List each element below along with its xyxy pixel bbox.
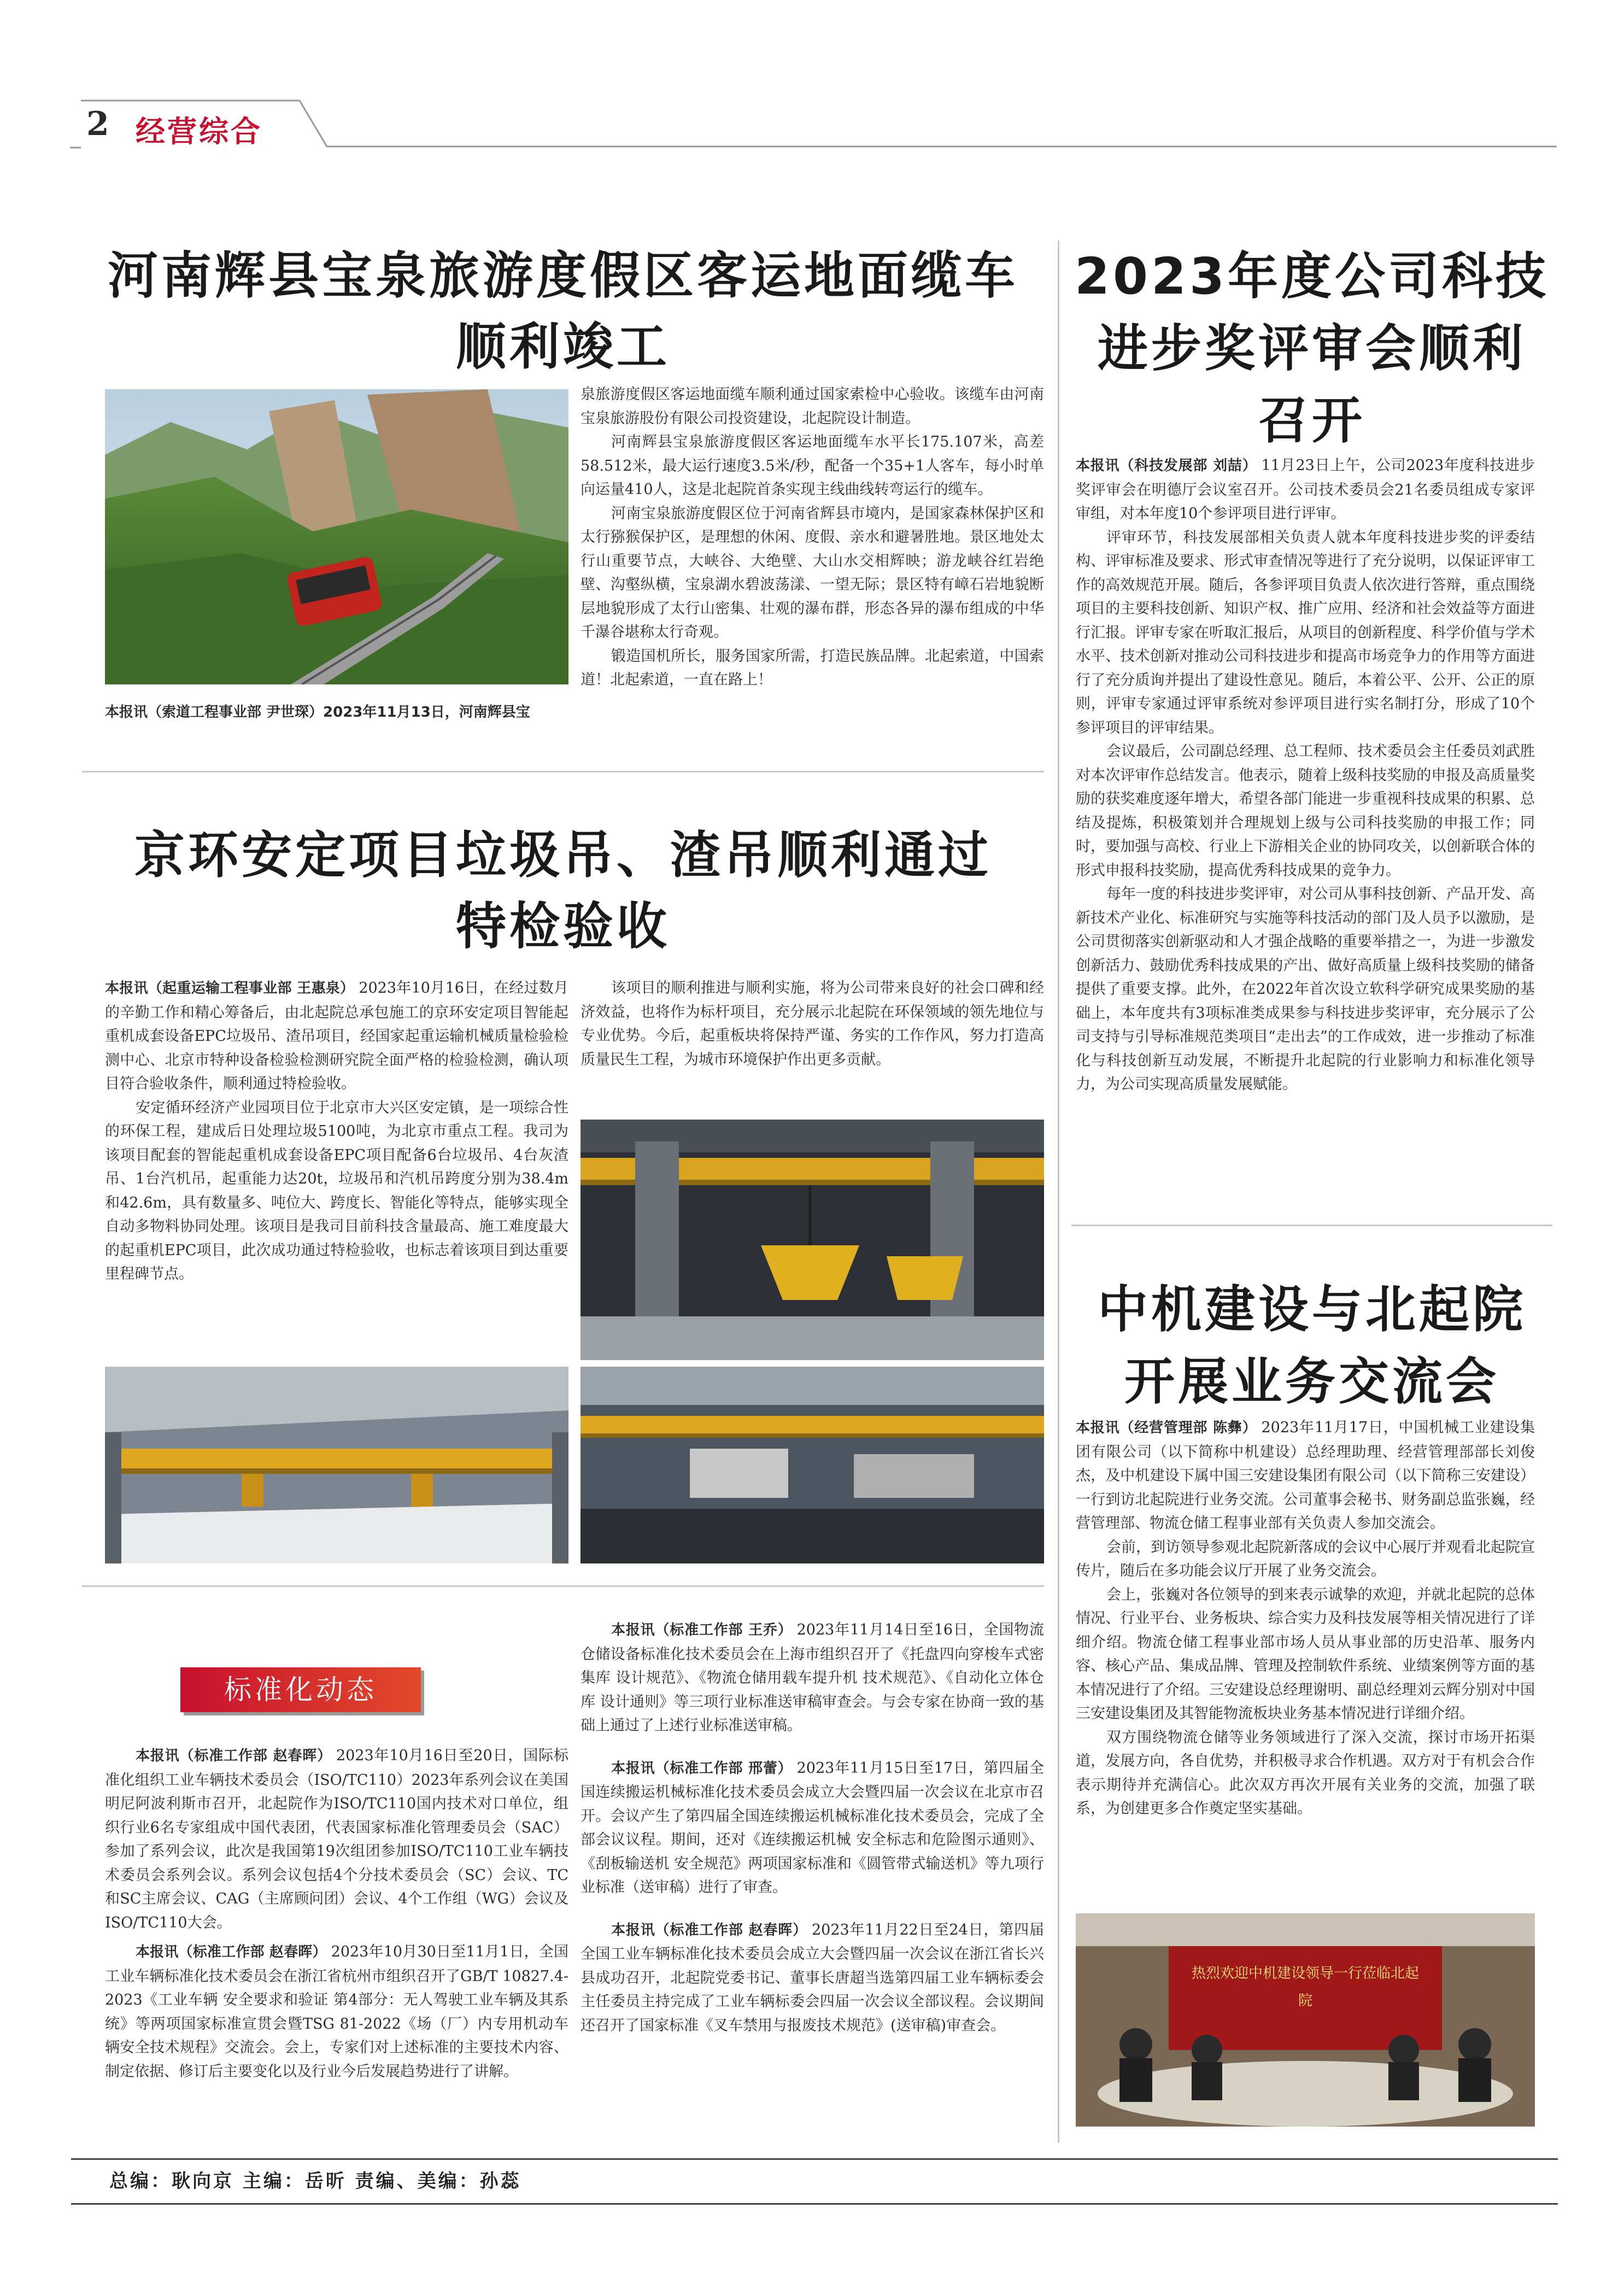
article4-p4: 双方围绕物流仓储等业务领域进行了深入交流，探讨市场开拓渠道，发展方向，各自优势，并积极寻求合作机遇。双方对于有机会合作表示期待并充满信心。此次双方再次开展有关业务的交流，加强了联系，为创建更多合作奠定坚实基础。 — [1076, 1729, 1535, 1817]
article3-byline: 本报讯（起重运输工程事业部 王惠泉） — [105, 980, 355, 997]
article2-p2: 评审环节，科技发展部相关负责人就本年度科技进步奖的评委结构、评审标准及要求、形式审查情况等进行了充分说明，以保证评审工作的高效规范开展。随后，各参评项目负责人依次进行答辩，重点围绕项目的主要科技创新、知识产权、推广应用、经济和社会效益等方面进行汇报。评审专家在听取汇报后，从项目的创新程度、科学价值与学术水平、技术创新对推动公司科技进步和提高市场竞争力的作用等方面进行了充分质询并提出了建设性意见。随后，本着公平、公开、公正的原则，评审专家通过评审系统对参评项目进行实名制打分，形成了10个参评项目的评审结果。 — [1076, 529, 1535, 736]
mountain-photo — [105, 389, 568, 684]
standards-item-2 — [105, 1940, 568, 2083]
article1-p2: 河南辉县宝泉旅游度假区客运地面缆车水平长175.107米，高差58.512米，最大运行速度3.5米/秒，配备一个35+1人客车，每小时单向运量410人，这是北起院首条实现主线曲线转弯运行的缆车。 — [581, 434, 1044, 498]
standards-item-5-text: 2023年11月22日至24日，第四届全国工业车辆标准化技术委员会成立大会暨四届一次会议在浙江省长兴县成功召开，北起院党委书记、董事长唐超当选第四届工业车辆标委会主任委员主持完成了工业车辆标委会四届一次会议全部议程。会议期间还召开了国家标准《叉车禁用与报废技术规范》(送审稿)审查会。 — [581, 1921, 1044, 2034]
article1-p4: 锻造国机所长，服务国家所需，打造民族品牌。北起索道，中国索道！北起索道，一直在路上！ — [581, 647, 1044, 688]
standards-item-3-text: 2023年11月14日至16日，全国物流仓储设备标准化技术委员会在上海市组织召开了《托盘四向穿梭车式密集库 设计规范》、《物流仓储用载车提升机 技术规范》、《自动化立体仓库 设计通则》等三项行业标准送审稿审查会。与会专家在协商一致的基础上通过了上述行业标准送审稿。 — [581, 1621, 1044, 1734]
article2-title — [1071, 241, 1552, 457]
standards-item-5 — [581, 1918, 1044, 2038]
article2-title-line1: 2023年度公司科技 — [1074, 247, 1550, 306]
article1-caption: 本报讯（索道工程事业部 尹世琛）2023年11月13日，河南辉县宝 — [105, 704, 530, 721]
article3-p1 — [105, 976, 568, 1096]
meeting-banner-text: 热烈欢迎中机建设领导一行莅临北起院 — [1191, 1965, 1419, 2009]
article4-p1 — [1076, 1416, 1535, 1536]
article4-title-line1: 中机建设与北起院 — [1097, 1280, 1526, 1339]
article3-body-left — [105, 976, 568, 1286]
meeting-photo — [1076, 1913, 1535, 2127]
footer-rule-bottom — [71, 2203, 1558, 2205]
crane-photo-bay — [581, 1367, 1044, 1563]
article4-p2: 会前，到访领导参观北起院新落成的会议中心展厅并观看北起院宣传片，随后在多功能会议厅开展了业务交流会。 — [1076, 1538, 1535, 1579]
standards-item-1 — [105, 1744, 568, 1935]
standards-item-4 — [581, 1756, 1044, 1900]
article4-title-line2: 开展业务交流会 — [1124, 1352, 1499, 1411]
article1-body — [581, 383, 1044, 692]
standards-item-2-text: 2023年10月30日至11月1日，全国工业车辆标准化技术委员会在浙江省杭州市组织召开了GB/T 10827.4-2023《工业车辆 安全要求和验证 第4部分：无人驾驶工业车辆及其系统》等两项国家标准宣贯会暨TSG 81-2022《场（厂）内专用机动车辆安全技术规程》交流会。会上，专家们对上述标准的主要技术内容、制定依据、修订后主要变化以及行业今后发展趋势进行了讲解。 — [105, 1943, 568, 2080]
standards-item-3-byline: 本报讯（标准工作部 王乔） — [611, 1622, 793, 1638]
crane-photo-hall — [105, 1367, 568, 1563]
divider-article3 — [82, 1585, 1044, 1587]
article4-title — [1071, 1274, 1552, 1418]
standards-right-col — [581, 1618, 1044, 2037]
crane-photo-grab — [581, 1120, 1044, 1360]
article4-p3: 会上，张巍对各位领导的到来表示诚挚的欢迎，并就北起院的总体情况、行业平台、业务板块、综合实力及科技发展等相关情况进行了详细介绍。物流仓储工程事业部市场人员从事业部的历史沿革、服务内容、核心产品、集成品牌、管理及控制软件系统、业绩案例等方面的基本情况进行了介绍。三安建设总经理谢明、副总经理刘云辉分别对中国三安建设集团及其智能物流板块业务基本情况进行详细介绍。 — [1076, 1586, 1535, 1722]
standards-item-1-byline: 本报讯（标准工作部 赵春晖） — [136, 1748, 332, 1764]
footer-rule-top — [71, 2158, 1558, 2160]
standards-item-2-byline: 本报讯（标准工作部 赵春晖） — [136, 1944, 327, 1960]
article2-p3: 会议最后，公司副总经理、总工程师、技术委员会主任委员刘武胜对本次评审作总结发言。他表示，随着上级科技奖励的申报及高质量奖励的获奖难度逐年增大，希望各部门能进一步重视科技成果的积累、总结及提炼，积极策划并合理规划上级与公司科技奖励的申报工作；同时，要加强与高校、行业上下游相关企业的协同攻关，以创新联合体的形式申报科技奖励，提高优秀科技成果的竞争力。 — [1076, 743, 1535, 879]
article3-title-line1: 京环安定项目垃圾吊、渣吊顺利通过 — [134, 826, 992, 885]
article2-p4: 每年一度的科技进步奖评审，对公司从事科技创新、产品开发、高新技术产业化、标准研究与实施等科技活动的部门及人员予以激励，是公司贯彻落实创新驱动和人才强企战略的重要举措之一，为进一步激发创新活力、鼓励优秀科技成果的产出、做好高质量上级科技奖励的储备提供了重要支撑。此外，在2022年首次设立软科学研究成果奖励的基础上，本年度共有3项标准类成果参与科技进步奖评审，充分展示了公司支持与引导标准规范类项目“走出去”的工作成效，进一步推动了标准化与科技创新互动发展，不断提升北起院的行业影响力和标准化领导力，为公司实现高质量发展赋能。 — [1076, 886, 1535, 1093]
article3-p2: 安定循环经济产业园项目位于北京市大兴区安定镇，是一项综合性的环保工程，建成后日处理垃圾5100吨，为北京市重点工程。我司为该项目配套的智能起重机成套设备EPC项目配备6台垃圾吊、4台灰渣吊、1台汽机吊，起重能力达20t，垃圾吊和汽机吊跨度分别为38.4m和42.6m，具有数量多、吨位大、跨度长、智能化等特点，能够实现全自动多物料协同处理。该项目是我司目前科技含量最高、施工难度最大的起重机EPC项目，此次成功通过特检验收，也标志着该项目到达重要里程碑节点。 — [105, 1099, 568, 1282]
article3-p3: 该项目的顺利推进与顺利实施，将为公司带来良好的社会口碑和经济效益，也将作为标杆项目，充分展示北起院在环保领域的领先地位与专业优势。今后，起重板块将保持严谨、务实的工作作风，努力打造高质量民生工程，为城市环境保护作出更多贡献。 — [581, 980, 1044, 1068]
article2-title-line3: 召开 — [1258, 391, 1365, 450]
article3-body-right — [581, 976, 1044, 1071]
article1-title-line1: 河南辉县宝泉旅游度假区客运地面缆车 — [107, 247, 1018, 305]
article3-title-line2: 特检验收 — [455, 897, 670, 956]
article4-body — [1076, 1416, 1535, 1821]
section-title: 经营综合 — [136, 114, 262, 149]
standards-left-col — [105, 1744, 568, 2083]
article1-title — [82, 241, 1044, 383]
page-number: 2 — [86, 105, 109, 143]
standards-item-4-byline: 本报讯（标准工作部 邢蕾） — [611, 1760, 793, 1777]
article2-p1 — [1076, 454, 1535, 526]
header-rule — [70, 97, 1557, 152]
article3-p1-text: 2023年10月16日，在经过数月的辛勤工作和精心筹备后，由北起院总承包施工的京环安定项目智能起重机成套设备EPC垃圾吊、渣吊项目，经国家起重运输机械质量检验检测中心、北京市特种设备检验检测研究院全面严格的检验检测，确认项目符合验收条件，顺利通过特检验收。 — [105, 980, 568, 1092]
standards-banner-text: 标准化动态 — [224, 1674, 377, 1706]
article2-p1-text: 11月23日上午，公司2023年度科技进步奖评审会在明德厅会议室召开。公司技术委员会21名委员组成专家评审组，对本年度10个参评项目进行评审。 — [1076, 457, 1535, 522]
article2-title-line2: 进步奖评审会顺利 — [1097, 319, 1526, 378]
footer-credits: 总编：耿向京 主编：岳昕 责编、美编：孙蕊 — [109, 2170, 521, 2192]
article2-byline: 本报讯（科技发展部 刘喆） — [1076, 458, 1257, 474]
article1-p1: 泉旅游度假区客运地面缆车顺利通过国家索检中心验收。该缆车由河南宝泉旅游股份有限公司投资建设，北起院设计制造。 — [581, 386, 1044, 427]
standards-item-4-text: 2023年11月15日至17日，第四届全国连续搬运机械标准化技术委员会成立大会暨四届一次会议在北京市召开。会议产生了第四届全国连续搬运机械标准化技术委员会，完成了全部会议议程。期间，还对《连续搬运机械 安全标志和危险图示通则》、《刮板输送机 安全规范》两项国家标准和《圆管带式输送机》等九项行业标准（送审稿）进行了审查。 — [581, 1759, 1044, 1896]
standards-banner — [180, 1667, 421, 1712]
article1-p3: 河南宝泉旅游度假区位于河南省辉县市境内，是国家森林保护区和太行猕猴保护区，是理想的休闲、度假、亲水和避暑胜地。景区地处太行山重要节点，大峡谷、大绝壁、大山水交相辉映；游龙峡谷红岩绝壁、沟壑纵横，宝泉湖水碧波荡漾、一望无际；景区特有嶂石岩地貌断层地貌形成了太行山密集、壮观的瀑布群，形态各异的瀑布组成的中华千瀑谷堪称太行奇观。 — [581, 505, 1044, 641]
page-header — [70, 97, 1557, 152]
article1-title-line2: 顺利竣工 — [455, 318, 670, 376]
standards-item-5-byline: 本报讯（标准工作部 赵春晖） — [611, 1922, 807, 1938]
divider-article1 — [82, 771, 1044, 772]
standards-item-3 — [581, 1618, 1044, 1738]
article4-p1-text: 2023年11月17日，中国机械工业建设集团有限公司（以下简称中机建设）总经理助理、经营管理部部长刘俊杰，及中机建设下属中国三安建设集团有限公司（以下简称三安建设）一行到访北起院进行业务交流。公司董事会秘书、财务副总监张巍，经营管理部、物流仓储工程事业部有关负责人参加交流会。 — [1076, 1419, 1535, 1532]
divider-article2 — [1071, 1225, 1552, 1226]
article4-byline: 本报讯（经营管理部 陈彝） — [1076, 1420, 1257, 1436]
vertical-divider — [1058, 241, 1059, 2143]
article3-title — [82, 820, 1044, 962]
article2-body — [1076, 454, 1535, 1097]
standards-item-1-text: 2023年10月16日至20日，国际标准化组织工业车辆技术委员会（ISO/TC110）2023年系列会议在美国明尼阿波利斯市召开，北起院作为ISO/TC110国内技术对口单位，组织行业6名专家组成中国代表团，代表国家标准化管理委员会（SAC）参加了系列会议，此次是我国第19次组团参加ISO/TC110工业车辆技术委员会系列会议。系列会议包括4个分技术委员会（SC）会议、TC和SC主席会议、CAG（主席顾问团）会议、4个工作组（WG）会议及ISO/TC110大会。 — [105, 1747, 568, 1931]
